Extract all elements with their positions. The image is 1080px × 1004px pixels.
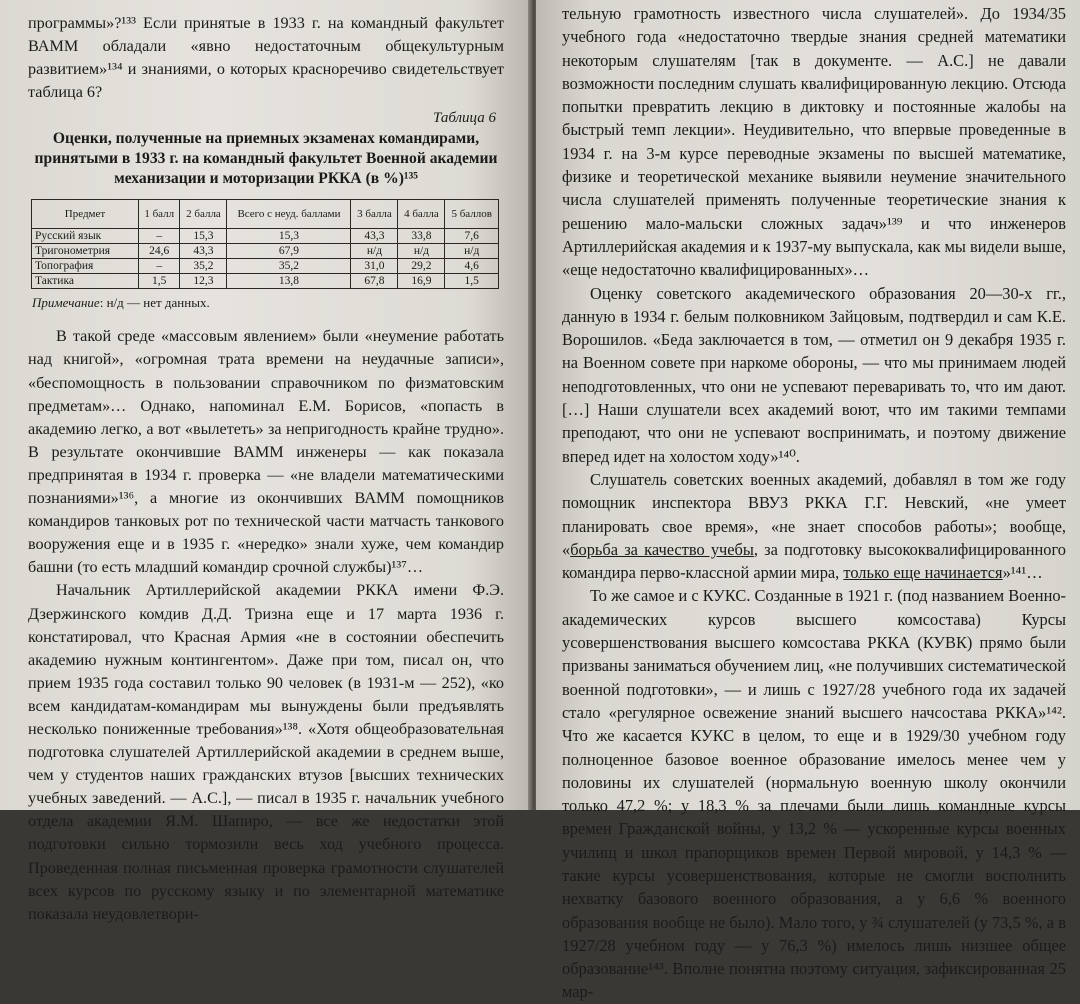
table-note [32,295,504,311]
table-cell: 15,3 [227,229,351,244]
right-paragraph: тельную грамотность известного числа слушателей». До 1934/35 учебного года «недостаточно твердые знания средней математики некоторым слушателям [так в документе. — А.С.] не давали возможности последним слушать квалифицированную лекцию. Отсюда попытки превратить лекцию в диктовку и постоянные жалобы на быстрый темп лекции». Неудивительно, что впервые проведенные в 1934 г. на 3-м курсе переводные экзамены по высшей математике, физике и теоретической механике выявили неумение значительного числа слушателей применять полученные теоретические знания к решению мало-мальски сложных задач»¹³⁹ и что инженеров Артиллерийская академия и к 1937-му выпускала, как мы видели выше, «еще недостаточно квалифицированных»… [562,4,1066,280]
table-cell: 7,6 [445,229,499,244]
table-label: Таблица 6 [433,110,496,127]
table-cell: 15,3 [180,229,227,244]
table-cell: 16,9 [398,274,445,289]
table-cell: н/д [351,244,398,259]
table-cell: 67,8 [351,274,398,289]
table-header-cell: 1 балл [139,200,180,229]
table-header-cell: 2 балла [180,200,227,229]
table-header-cell: 3 балла [351,200,398,229]
table-cell: Тригонометрия [32,244,139,259]
table-cell: – [139,229,180,244]
right-paragraph-underlined [562,468,1066,584]
table-cell: 43,3 [180,244,227,259]
table-title: Оценки, полученные на приемных экзаменах командирами, принятыми в 1933 г. на командный факультет Военной академии механизации и моторизации РККА (в %)¹³⁵ [34,130,498,188]
text-run: »¹⁴¹… [1002,563,1043,583]
table-header-cell: 5 баллов [445,200,499,229]
table-cell: 1,5 [445,274,499,289]
left-intro-text: программы»?¹³³ Если принятые в 1933 г. на командный факультет ВАММ обладали «явно недостаточным общекультурным развитием»¹³⁴ и знаниями, о которых красноречиво свидетельствует таблица 6? [28,14,504,102]
table-header-row [32,200,499,229]
left-page [0,0,532,923]
table-cell: 1,5 [139,274,180,289]
table-row [32,259,499,274]
right-paragraph: То же самое и с КУКС. Созданные в 1921 г. (под названием Военно-академических курсов высшего комсостава) Курсы усовершенствования высшего комсостава РККА (КУВК) прямо были призваны заниматься обучением лиц, «не получивших систематической военной подготовки», — и лишь с 1927/28 учебного года их задачей стало «регулярное освежение знаний высшего начсостава РККА»¹⁴². Что же касается КУКС в целом, то еще и в 1929/30 учебном году полноценное базовое военное образование имелось менее чем у половины их слушателей (нормальную военную школу окончили только 47,2 %; у 18,3 % за плечами были лишь командные курсы времен Гражданской войны, у 13,2 % — ускоренные курсы военных училищ и школ прапорщиков времен Первой мировой, у 14,3 % — такие курсы усовершенствования, которые не смогли восполнить нехватку базового военного образования, а у 6,6 % военного образования вообще не было). Мало того, у ¾ слушателей (у 73,5 %, а в 1927/28 учебном году — у 76,3 %) имелось лишь низшее общее образование¹⁴³. Вполне понятна поэтому ситуация, зафиксированная 25 мар- [562,586,1066,1002]
table-cell: н/д [445,244,499,259]
table-row [32,244,499,259]
table-cell: 35,2 [180,259,227,274]
table-header-cell: Предмет [32,200,139,229]
table-cell: Русский язык [32,229,139,244]
table-cell: 35,2 [227,259,351,274]
table-cell: 24,6 [139,244,180,259]
table-cell: 33,8 [398,229,445,244]
table-cell: 12,3 [180,274,227,289]
table-cell: 67,9 [227,244,351,259]
underlined-phrase: только еще начинается [843,563,1003,583]
right-paragraph: Оценку советского академического образования 20—30-х гг., данную в 1934 г. белым полковником Зайцовым, подтвердил и сам К.Е. Ворошилов. «Беда заключается в том, — отметил он 9 декабря 1935 г. на Военном совете при наркоме обороны, — что мы принимаем людей неподготовленных, что они не успевают переваривать то, что им дают. […] Наши слушатели всех академий воют, что им такими темпами преподают, что они не успевают воспринимать, и поэтому движение вперед идет на холостом ходу»¹⁴⁰. [562,283,1066,466]
table-cell: н/д [398,244,445,259]
left-paragraph: В такой среде «массовым явлением» были «неумение работать над книгой», «огромная трата времени на неудачные записи», «беспомощность в пользовании справочником по физматовским предметам»… Однако, напоминал Е.М. Борисов, «попасть в академию легко, а вот «вылететь» за непригодность крайне трудно». В результате окончившие ВАММ инженеры — как показала предпринятая в 1934 г. проверка — «не владели математическими познаниями»¹³⁶, а многие из окончивших ВАММ помощников командиров танковых рот по технической части матчасть танкового вооружения еще и в 1935 г. «нередко» знали хуже, чем командир башни (то есть младший командир срочной службы)¹³⁷… [28,327,504,577]
table-cell: Топография [32,259,139,274]
table-cell: 13,8 [227,274,351,289]
table-cell: 43,3 [351,229,398,244]
grades-table [31,199,499,289]
table-cell: – [139,259,180,274]
table-header-cell: 4 балла [398,200,445,229]
left-paragraph: Начальник Артиллерийской академии РККА имени Ф.Э. Дзержинского комдив Д.Д. Тризна еще и 17 марта 1936 г. констатировал, что Красная Армия «не в состоянии обеспечить академию нужным контингентом». Даже при том, писал он, что прием 1935 года составил только 90 человек (в 1931-м — 252), «ко всем кандидатам-командирам мы вынуждены были предъявлять несколько пониженные требования»¹³⁸. «Хотя общеобразовательная подготовка слушателей Артиллерийской академии в среднем выше, чем у студентов наших гражданских втузов [высших технических учебных заведений. — А.С.], — писал в 1935 г. начальник учебного отдела академии Я.М. Шапиро, — все же недостатки этой подготовки сильно тормозили весь ход учебного процесса. Проведенная полная письменная проверка грамотности слушателей всех курсов по русскому языку и по элементарной математике показала неудовлетвори- [28,581,504,923]
table-cell: 31,0 [351,259,398,274]
text-run: Слушатель советских военных академий, добавлял в том же году помощник инспектора ВВУЗ РККА Г.Г. Невский, «не умеет планировать свое время», «не знает способов работы»; вообще, « [562,469,1066,559]
table-note-label: Примечание [32,295,100,311]
table-cell: 4,6 [445,259,499,274]
table-note-text: : н/д — нет данных. [99,295,210,311]
right-page [536,0,1080,1002]
table-row [32,229,499,244]
table-cell: Тактика [32,274,139,289]
table-header-cell: Всего с неуд. баллами [227,200,351,229]
text-run: , за подготовку высококвалифицированного командира перво-классной армии мира, [562,539,1066,583]
underlined-phrase: борьба за качество учебы [570,539,754,559]
table-row [32,274,499,289]
table-cell: 29,2 [398,259,445,274]
